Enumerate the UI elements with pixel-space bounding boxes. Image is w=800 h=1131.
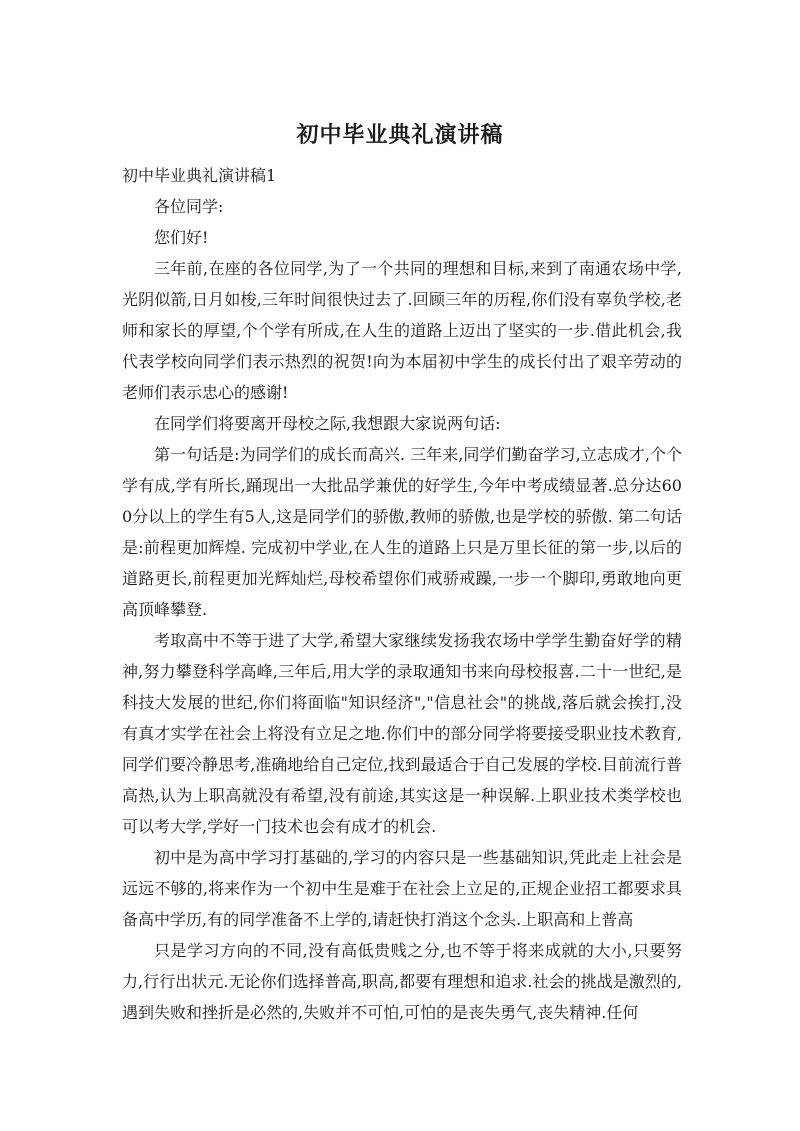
paragraph-junior-foundation: 初中是为高中学习打基础的,学习的内容只是一些基础知识,凭此走上社会是远远不够的,将来作为一个初中生是难于在社会上立足的,正规企业招工都要求具备高中学历,有的同学准备不上学的,请赶快打消这个念头.上职高和上普高 [122, 848, 682, 929]
paragraph-high-school: 考取高中不等于进了大学,希望大家继续发扬我农场中学学生勤奋好学的精神,努力攀登科学高峰,三年后,用大学的录取通知书来向母校报喜.二十一世纪,是科技大发展的世纪,你们将面临"知识经济","信息社会"的挑战,落后就会挨打,没有真才实学在社会上将没有立足之地.你们中的部分同学将要接受职业技术教育,同学们要冷静思考,准确地给自己定位,找到最适合于自己发展的学校.目前流行普高热,认为上职高就没有希望,没有前途,其实这是一种误解.上职业技术类学校也可以考大学,学好一门技术也会有成才的机会. [122, 631, 682, 836]
document-body [122, 160, 682, 1028]
paragraph-first-second-words: 第一句话是:为同学们的成长而高兴. 三年来,同学们勤奋学习,立志成才,个个学有成,学有所长,踊现出一大批品学兼优的好学生,今年中考成绩显著.总分达600分以上的学生有5人,这是同学们的骄傲,教师的骄傲,也是学校的骄傲. 第二句话是:前程更加辉煌. 完成初中学业,在人生的道路上只是万里长征的第一步,以后的道路更长,前程更加光辉灿烂,母校希望你们戒骄戒躁,一步一个脚印,勇敢地向更高顶峰攀登. [122, 445, 682, 619]
paragraph-intro: 三年前,在座的各位同学,为了一个共同的理想和目标,来到了南通农场中学,光阴似箭,日月如梭,三年时间很快过去了.回顾三年的历程,你们没有辜负学校,老师和家长的厚望,个个学有所成,在人生的道路上迈出了坚实的一步.借此机会,我代表学校向同学们表示热烈的祝贺!向为本届初中学生的成长付出了艰辛劳动的老师们表示忠心的感谢! [122, 259, 682, 402]
paragraph-greeting: 您们好! [154, 228, 209, 247]
paragraph-direction: 只是学习方向的不同,没有高低贵贱之分,也不等于将来成就的大小,只要努力,行行出状元.无论你们选择普高,职高,都要有理想和追求.社会的挑战是激烈的,遇到失败和挫折是必然的,失败并不可怕,可怕的是丧失勇气,丧失精神.任何 [122, 941, 682, 1022]
document-subtitle: 初中毕业典礼演讲稿1 [122, 166, 277, 185]
document-title: 初中毕业典礼演讲稿 [296, 123, 504, 148]
paragraph-two-words: 在同学们将要离开母校之际,我想跟大家说两句话: [154, 414, 501, 433]
paragraph-salutation: 各位同学: [154, 197, 224, 216]
